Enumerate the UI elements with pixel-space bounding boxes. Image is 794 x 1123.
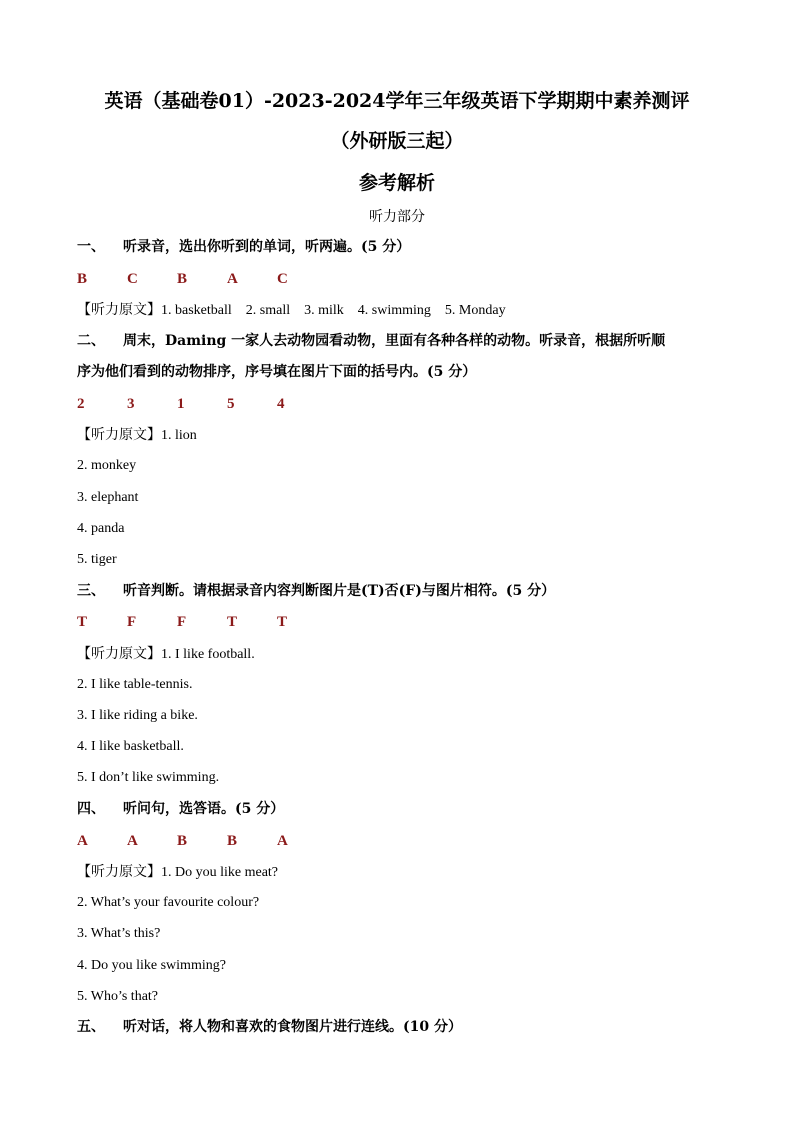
section-2-answers <box>77 395 327 413</box>
section-number: 二、 <box>77 333 105 349</box>
transcript-line: 4. panda <box>77 521 125 536</box>
answer: B <box>177 833 188 849</box>
transcript-label: 【听力原文】 <box>77 646 161 662</box>
answer: A <box>77 833 88 849</box>
doc-title: 英语（基础卷01）-2023-2024学年三年级英语下学期期中素养测评 <box>104 90 690 112</box>
section-3-heading <box>77 582 555 600</box>
transcript-line: 5. tiger <box>77 552 117 567</box>
section-4-answers <box>77 832 327 850</box>
section-number: 四、 <box>77 801 105 817</box>
transcript-item: 1. Do you like meat? <box>161 865 279 880</box>
answer: 5 <box>227 396 235 412</box>
answer: T <box>227 614 238 630</box>
answer: 4 <box>277 396 285 412</box>
transcript-item: 1. I like football. <box>161 647 255 662</box>
section-title: 听对话，将人物和喜欢的食物图片进行连线。(10 分） <box>123 1019 462 1035</box>
transcript-label: 【听力原文】 <box>77 427 161 443</box>
transcript-line: 4. Do you like swimming? <box>77 958 226 973</box>
transcript-line: 5. I don’t like swimming. <box>77 770 220 785</box>
section-1-heading <box>77 238 410 256</box>
answer: B <box>77 271 88 287</box>
transcript-line: 3. elephant <box>77 490 139 505</box>
transcript-item: 3. milk <box>304 303 344 318</box>
section-number: 五、 <box>77 1019 105 1035</box>
answer: 2 <box>77 396 85 412</box>
section-2-heading <box>77 332 665 350</box>
transcript-label: 【听力原文】 <box>77 864 161 880</box>
transcript-item: 2. small <box>245 303 291 318</box>
transcript-item: 1. lion <box>161 428 197 443</box>
transcript-line: 2. monkey <box>77 458 137 473</box>
answer: 1 <box>177 396 185 412</box>
section-2-transcript <box>77 426 197 445</box>
section-title: 听音判断。请根据录音内容判断图片是(T)否(F)与图片相符。(5 分） <box>123 583 556 599</box>
answer: A <box>227 271 238 287</box>
transcript-line: 4. I like basketball. <box>77 739 184 754</box>
section-title: 听录音，选出你听到的单词，听两遍。(5 分） <box>123 239 411 255</box>
part-label: 听力部分 <box>369 209 425 225</box>
answer: A <box>127 833 138 849</box>
transcript-line: 2. What’s your favourite colour? <box>77 895 260 910</box>
transcript-label: 【听力原文】 <box>77 302 161 318</box>
section-2-heading-cont: 序为他们看到的动物排序，序号填在图片下面的括号内。(5 分） <box>77 364 477 380</box>
doc-subtitle: （外研版三起） <box>330 130 464 152</box>
transcript-line: 3. What’s this? <box>77 926 161 941</box>
section-3-answers <box>77 613 327 631</box>
section-4-transcript <box>77 863 278 882</box>
section-title: 听问句，选答语。(5 分） <box>123 801 285 817</box>
section-number: 三、 <box>77 583 105 599</box>
answer: 3 <box>127 396 135 412</box>
transcript-item: 1. basketball <box>161 303 232 318</box>
answer: B <box>177 271 188 287</box>
answer: B <box>227 833 238 849</box>
transcript-item: 5. Monday <box>444 303 506 318</box>
transcript-line: 5. Who’s that? <box>77 989 159 1004</box>
section-number: 一、 <box>77 239 105 255</box>
answer: F <box>177 614 187 630</box>
transcript-item: 4. swimming <box>357 303 431 318</box>
transcript-line: 2. I like table-tennis. <box>77 677 193 692</box>
transcript-line: 3. I like riding a bike. <box>77 708 198 723</box>
answer: T <box>77 614 88 630</box>
answer: A <box>277 833 288 849</box>
section-5-heading <box>77 1018 462 1036</box>
section-1-answers <box>77 270 327 288</box>
answer: C <box>277 271 288 287</box>
section-4-heading <box>77 800 284 818</box>
answer: F <box>127 614 137 630</box>
section-1-transcript <box>77 301 506 320</box>
doc-heading: 参考解析 <box>358 172 435 194</box>
answer: T <box>277 614 288 630</box>
section-title: 周末，Daming 一家人去动物园看动物，里面有各种各样的动物。听录音，根据所听顺 <box>123 333 666 349</box>
section-3-transcript <box>77 645 255 664</box>
answer: C <box>127 271 138 287</box>
